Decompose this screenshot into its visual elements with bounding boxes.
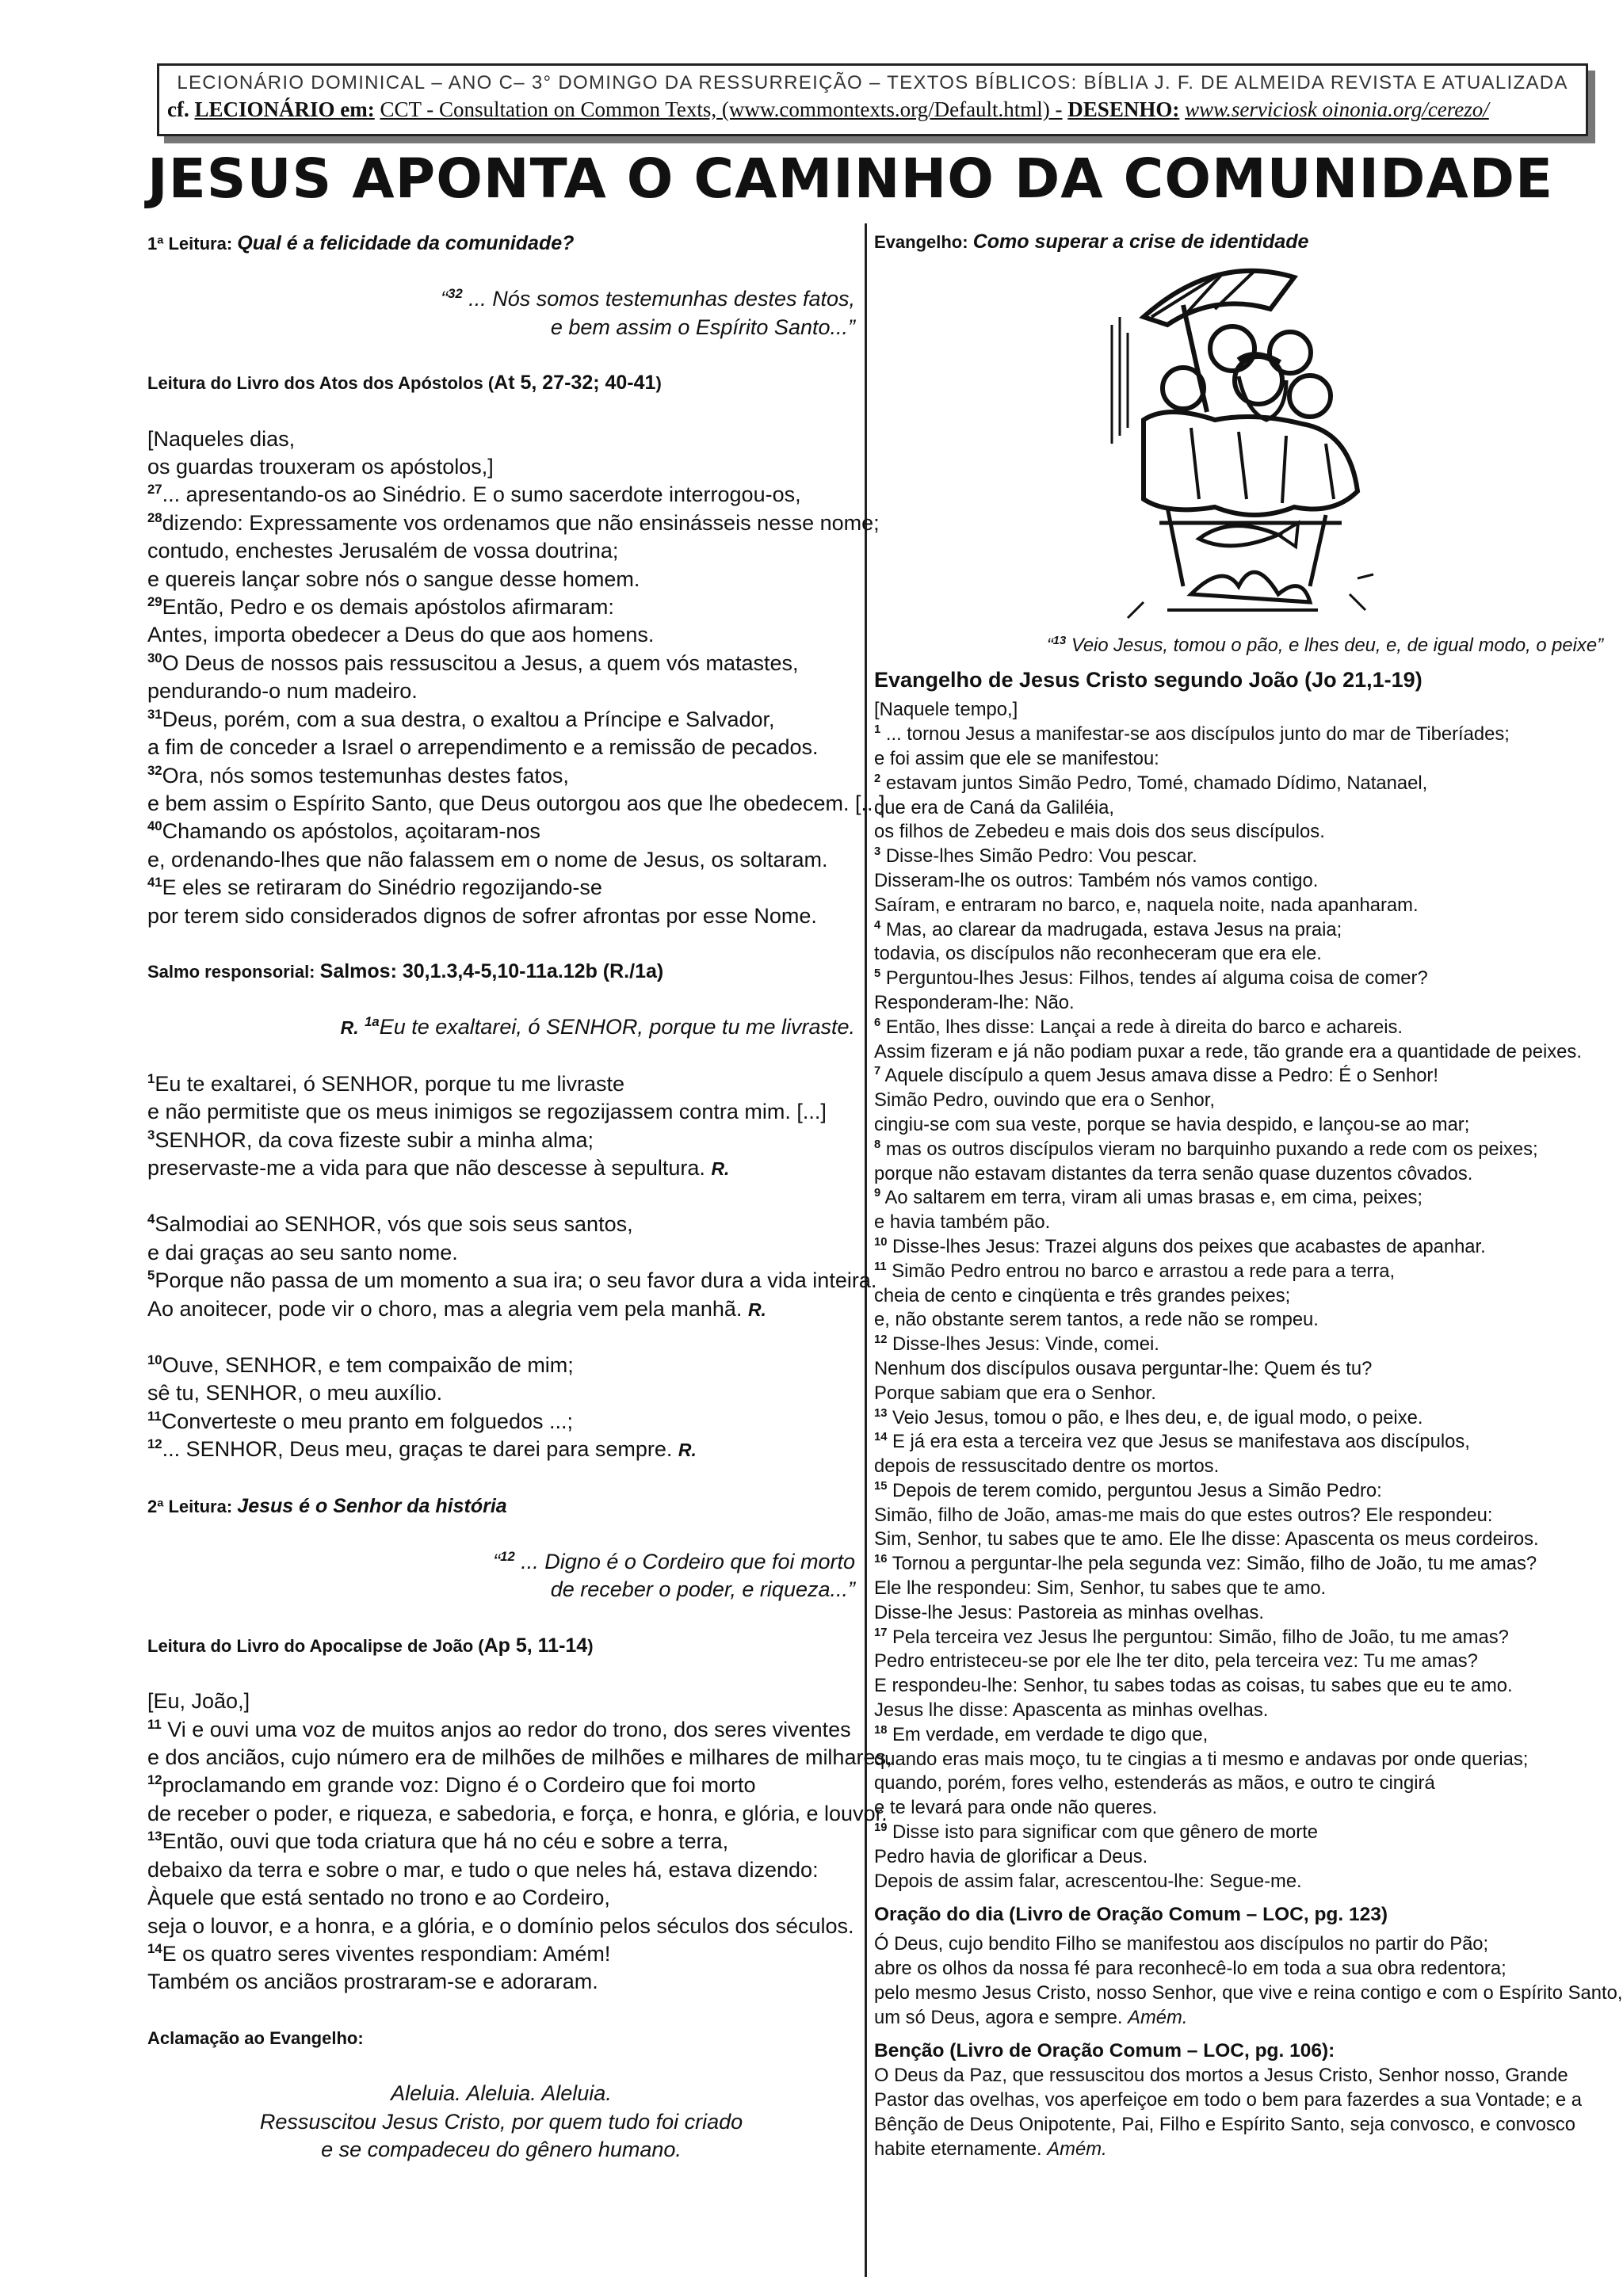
verse-number: 11	[874, 1260, 887, 1273]
verse-line	[874, 1552, 1603, 1577]
verse-text: debaixo da terra e sobre o mar, e tudo o que neles há, estava dizendo:	[147, 1857, 819, 1882]
verse-number: 40	[147, 818, 162, 834]
verse-text: [Eu, João,]	[147, 1689, 250, 1714]
verse-line	[874, 1748, 1603, 1772]
verse-text: Em verdade, em verdade te digo que,	[887, 1723, 1209, 1745]
verse-line	[147, 1688, 855, 1715]
verse-line	[147, 1267, 877, 1295]
verse-line	[874, 1162, 1603, 1187]
verse-text: Pela terceira vez Jesus lhe perguntou: Simão, filho de João, tu me amas?	[887, 1626, 1509, 1648]
verse-text: E respondeu-lhe: Senhor, tu sabes todas as coisas, tu sabes que eu te amo.	[874, 1675, 1513, 1697]
verse-line	[874, 1113, 1603, 1138]
verse-line	[874, 1235, 1603, 1260]
verse-text: Simão, filho de João, amas-me mais do que estes outros? Ele respondeu:	[874, 1504, 1493, 1526]
drawing-url-link[interactable]: www.serviciosk oinonia.org/cerezo/	[1185, 97, 1489, 121]
verse-number: 13	[874, 1406, 888, 1420]
verse-number: 19	[874, 1821, 888, 1835]
verse-text: Pedro havia de glorificar a Deus.	[874, 1845, 1148, 1867]
verse-text: Porque sabiam que era o Senhor.	[874, 1382, 1156, 1404]
verse-line	[147, 874, 855, 902]
verse-line	[874, 942, 1603, 967]
verse-text: Disse-lhes Simão Pedro: Vou pescar.	[880, 845, 1197, 868]
response-marker: R.	[678, 1440, 697, 1461]
verse-line	[147, 537, 855, 565]
verse-line	[147, 734, 855, 761]
verse-line	[147, 1716, 855, 1744]
verse-text: depois de ressuscitado dentre os mortos.	[874, 1455, 1220, 1478]
verse-number: 3	[147, 1127, 155, 1142]
verse-number: 5	[874, 967, 881, 981]
verse-line	[874, 1479, 1603, 1504]
verse-line	[874, 918, 1603, 943]
cct-link[interactable]: CCT - Consultation on Common Texts, (www.commontexts.org/Default.html) -	[380, 97, 1063, 121]
verse-line	[874, 820, 1603, 845]
verse-number: 11	[147, 1716, 162, 1732]
right-column	[874, 230, 1623, 2161]
verse-text: e não permitiste que os meus inimigos se regozijassem contra mim. [...]	[147, 1100, 827, 1124]
psalm-stanza	[147, 1352, 855, 1465]
verse-number: 12	[147, 1772, 162, 1788]
verse-number: 8	[874, 1138, 881, 1151]
verse-line	[874, 796, 1603, 821]
verse-line	[147, 902, 855, 930]
second-reading-quote: “$^{12}$ ... Digno é o Cordeiro que foi morto de receber o poder, e riqueza...”	[493, 1549, 855, 1602]
verse-text: Chamando os apóstolos, açoitaram-nos	[162, 819, 540, 844]
verse-line	[874, 1504, 1603, 1528]
verse-number: 27	[147, 482, 162, 498]
verse-text: dizendo: Expressamente vos ordenamos que não ensinásseis nesse nome;	[162, 510, 880, 535]
page-title: JESUS APONTA O CAMINHO DA COMUNIDADE	[147, 147, 1554, 211]
gospel-text	[874, 698, 1603, 1894]
verse-text: Vi e ouvi uma voz de muitos anjos ao redor do trono, dos seres viventes	[161, 1717, 851, 1741]
verse-line	[147, 566, 855, 593]
verse-text: Simão Pedro entrou no barco e arrastou a rede para a terra,	[886, 1260, 1396, 1282]
verse-text: Disse-lhe Jesus: Pastoreia as minhas ovelhas.	[874, 1601, 1265, 1623]
verse-number: 30	[147, 650, 162, 666]
verse-number: 18	[874, 1723, 888, 1737]
verse-text: Responderam-lhe: Não.	[874, 991, 1075, 1013]
verse-number: 31	[147, 706, 162, 722]
verse-text: quando eras mais moço, tu te cingias a ti mesmo e andavas por onde querias;	[874, 1748, 1529, 1770]
verse-line	[874, 1089, 1603, 1113]
verse-text: Eu te exaltarei, ó SENHOR, porque tu me livraste	[155, 1071, 625, 1096]
second-reading-reference: Leitura do Livro do Apocalipse de João (Ap 5, 11-14)	[147, 1634, 594, 1657]
verse-text: Também os anciãos prostraram-se e adoraram.	[147, 1970, 598, 1994]
psalm-heading: Salmo responsorial: Salmos: 30,1.3,4-5,10-11a.12b (R./1a)	[147, 959, 664, 982]
verse-text: ... SENHOR, Deus meu, graças te darei para sempre.	[162, 1437, 673, 1462]
verse-text: os filhos de Zebedeu e mais dois dos seus discípulos.	[874, 821, 1325, 843]
verse-text: e foi assim que ele se manifestou:	[874, 747, 1159, 769]
verse-text: todavia, os discípulos não reconheceram que era ele.	[874, 943, 1322, 965]
verse-line	[874, 1699, 1603, 1723]
verse-text: Converteste o meu pranto em folguedos ...;	[161, 1409, 573, 1433]
verse-line	[147, 1070, 855, 1098]
verse-line	[874, 1016, 1603, 1040]
verse-text: e dos anciãos, cujo número era de milhões de milhões e milhares de milhares,	[147, 1745, 892, 1770]
verse-text: Pedro entristeceu-se por ele lhe ter dito, pela terceira vez: Tu me amas?	[874, 1650, 1478, 1672]
verse-line	[147, 1295, 855, 1324]
verse-text: Disse-lhes Jesus: Trazei alguns dos peixes que acabastes de apanhar.	[887, 1235, 1486, 1257]
drawing-label: DESENHO:	[1067, 97, 1180, 121]
verse-line	[147, 1436, 855, 1464]
header-box	[157, 63, 1588, 136]
verse-line	[147, 790, 885, 818]
verse-text: Jesus lhe disse: Apascenta as minhas ovelhas.	[874, 1699, 1269, 1722]
verse-line	[874, 772, 1603, 796]
verse-text: Disse isto para significar com que gênero de morte	[887, 1821, 1319, 1844]
verse-line	[147, 1772, 855, 1799]
verse-line	[874, 1626, 1603, 1650]
verse-line	[874, 1357, 1603, 1382]
verse-line	[874, 1870, 1603, 1894]
verse-text: que era de Caná da Galiléia,	[874, 796, 1114, 818]
verse-number: 2	[874, 772, 881, 785]
verse-number: 7	[874, 1065, 881, 1078]
verse-number: 16	[874, 1553, 888, 1566]
gospel-quote: “$^{13}$ Veio Jesus, tomou o pão, e lhes deu, e, de igual modo, o peixe”	[1046, 634, 1603, 656]
verse-text: Disse-lhes Jesus: Vinde, comei.	[887, 1333, 1159, 1356]
verse-line	[147, 762, 855, 790]
verse-number: 13	[147, 1829, 162, 1844]
verse-number: 10	[874, 1236, 888, 1249]
verse-text: O Deus de nossos pais ressuscitou a Jesus, a quem vós matastes,	[162, 650, 799, 675]
verse-number: 14	[147, 1940, 162, 1956]
gospel-title: Como superar a crise de identidade	[972, 231, 1309, 253]
verse-number: 15	[874, 1479, 888, 1493]
verse-number: 41	[147, 875, 162, 891]
verse-text: pendurando-o num madeiro.	[147, 679, 418, 704]
verse-number: 1	[874, 723, 881, 737]
verse-line	[147, 818, 855, 845]
verse-text: Aquele discípulo a quem Jesus amava disse a Pedro: É o Senhor!	[880, 1065, 1438, 1087]
verse-text: Salmodiai ao SENHOR, vós que sois seus santos,	[155, 1212, 633, 1237]
verse-text: e, não obstante serem tantos, a rede não se rompeu.	[874, 1309, 1319, 1331]
verse-line	[147, 1856, 855, 1884]
verse-line	[874, 1333, 1603, 1357]
verse-text: quando, porém, fores velho, estenderás as mãos, e outro te cingirá	[874, 1772, 1435, 1794]
psalm-reference: Salmos: 30,1.3,4-5,10-11a.12b (R./1a)	[319, 959, 664, 982]
verse-line	[874, 894, 1603, 918]
first-reading-reference: Leitura do Livro dos Atos dos Apóstolos (At 5, 27-32; 40-41)	[147, 372, 662, 395]
verse-line	[874, 1650, 1603, 1674]
second-reading-heading: 2ª Leitura: Jesus é o Senhor da história	[147, 1494, 507, 1517]
psalm-stanza	[147, 1070, 855, 1184]
verse-line	[147, 1913, 855, 1940]
verse-line	[147, 593, 855, 621]
verse-text: sê tu, SENHOR, o meu auxílio.	[147, 1381, 443, 1405]
verse-line	[147, 621, 855, 649]
verse-text: E eles se retiraram do Sinédrio regozijando-se	[162, 875, 602, 900]
verse-number: 4	[874, 918, 881, 932]
prayer-heading: Oração do dia (Livro de Oração Comum – LOC, pg. 123)	[874, 1904, 1388, 1926]
verse-text: ... tornou Jesus a manifestar-se aos discípulos junto do mar de Tiberíades;	[880, 723, 1510, 746]
verse-text: por terem sido considerados dignos de sofrer afrontas por esse Nome.	[147, 903, 817, 928]
verse-text: e havia também pão.	[874, 1211, 1051, 1234]
verse-text: Veio Jesus, tomou o pão, e lhes deu, e, de igual modo, o peixe.	[887, 1406, 1423, 1428]
verse-line	[147, 650, 855, 677]
acclamation-text: Aleluia. Aleluia. Aleluia. Ressuscitou Jesus Cristo, por quem tudo foi criado e se compadeceu do gênero humano.	[259, 2081, 743, 2161]
verse-text: Àquele que está sentado no trono e ao Cordeiro,	[147, 1886, 610, 1910]
amen-text: Amém.	[1047, 2138, 1107, 2160]
verse-text: Então, ouvi que toda criatura que há no céu e sobre a terra,	[162, 1829, 729, 1854]
verse-text: [Naquele tempo,]	[874, 699, 1018, 721]
verse-text: preservaste-me a vida para que não descesse à sepultura.	[147, 1155, 705, 1180]
psalm-stanza	[147, 1211, 877, 1324]
verse-text: estavam juntos Simão Pedro, Tomé, chamado Dídimo, Natanael,	[880, 772, 1428, 794]
verse-text: Sim, Senhor, tu sabes que te amo. Ele lhe disse: Apascenta os meus cordeiros.	[874, 1528, 1539, 1550]
verse-line	[874, 723, 1603, 747]
verse-line	[874, 1796, 1603, 1821]
verse-text: contudo, enchestes Jerusalém de vossa doutrina;	[147, 539, 619, 563]
verse-text: cingiu-se com sua veste, porque se havia despido, e lançou-se ao mar;	[874, 1113, 1470, 1135]
second-reading-title: Jesus é o Senhor da história	[237, 1494, 507, 1517]
verse-text: Disseram-lhe os outros: Também nós vamos contigo.	[874, 869, 1319, 891]
verse-line	[874, 1772, 1603, 1796]
verse-line	[874, 1527, 1603, 1552]
verse-text: Ele lhe respondeu: Sim, Senhor, tu sabes que te amo.	[874, 1577, 1327, 1600]
verse-text: e, ordenando-lhes que não falassem em o nome de Jesus, os soltaram.	[147, 847, 828, 871]
verse-text: a fim de conceder a Israel o arrependimento e a remissão de pecados.	[147, 735, 819, 760]
verse-text: Ora, nós somos testemunhas destes fatos,	[162, 763, 569, 788]
verse-text: Ao saltarem em terra, viram ali umas brasas e, em cima, peixes;	[880, 1187, 1423, 1209]
verse-line	[874, 1821, 1603, 1845]
verse-line	[874, 1845, 1603, 1870]
first-reading-text	[147, 425, 885, 930]
verse-text: Perguntou-lhes Jesus: Filhos, tendes aí alguma coisa de comer?	[880, 967, 1428, 990]
verse-line	[147, 1154, 855, 1183]
verse-line	[874, 869, 1603, 894]
first-reading-title: Qual é a felicidade da comunidade?	[237, 232, 575, 254]
verse-text: e bem assim o Espírito Santo, que Deus outorgou aos que lhe obedecem. [...]	[147, 791, 885, 815]
response-marker: R.	[747, 1299, 766, 1320]
verse-line	[874, 1406, 1603, 1431]
verse-number: 9	[874, 1187, 881, 1200]
verse-number: 1	[147, 1070, 155, 1086]
verse-text: e dai graças ao seu santo nome.	[147, 1240, 458, 1264]
verse-line	[147, 677, 855, 705]
verse-text: os guardas trouxeram os apóstolos,]	[147, 455, 494, 479]
verse-number: 6	[874, 1016, 881, 1029]
blessing-text: O Deus da Paz, que ressuscitou dos mortos a Jesus Cristo, Senhor nosso, Grande Pastor das ovelhas, vos aperfeiçoe em todo o bem para fazerdes a sua Vontade; e a Bênção de Deus Onipotente, Pai, Filho e Espírito Santo, seja convosco, e convosco habite eternamente. Amém.	[874, 2065, 1582, 2160]
verse-text: Simão Pedro, ouvindo que era o Senhor,	[874, 1089, 1215, 1112]
verse-number: 12	[147, 1436, 162, 1452]
verse-line	[874, 1064, 1603, 1089]
verse-text: Deus, porém, com a sua destra, o exaltou a Príncipe e Salvador,	[162, 707, 775, 731]
verse-text: Antes, importa obedecer a Deus do que aos homens.	[147, 623, 655, 647]
verse-text: Saíram, e entraram no barco, e, naquela noite, nada apanharam.	[874, 894, 1419, 916]
verse-line	[874, 845, 1603, 869]
verse-text: porque não estavam distantes da terra senão quase duzentos côvados.	[874, 1162, 1473, 1184]
verse-number: 3	[874, 845, 881, 859]
verse-line	[147, 1098, 855, 1126]
verse-line	[147, 425, 855, 453]
lectionary-link-label: LECIONÁRIO em:	[194, 97, 375, 121]
acclamation-heading: Aclamação ao Evangelho:	[147, 2027, 364, 2048]
verse-line	[874, 1138, 1603, 1162]
verse-text: e quereis lançar sobre nós o sangue desse homem.	[147, 566, 640, 591]
verse-text: Depois de assim falar, acrescentou-lhe: Segue-me.	[874, 1870, 1302, 1892]
verse-line	[874, 1430, 1603, 1455]
verse-line	[874, 1577, 1603, 1601]
verse-text: de receber o poder, e riqueza, e sabedoria, e força, e honra, e glória, e louvor.	[147, 1801, 888, 1825]
verse-line	[874, 1040, 1603, 1065]
first-reading-heading: 1ª Leitura: Qual é a felicidade da comunidade?	[147, 232, 575, 254]
verse-line	[874, 991, 1603, 1016]
verse-number: 17	[874, 1626, 888, 1639]
verse-text: Nenhum dos discípulos ousava perguntar-lhe: Quem és tu?	[874, 1357, 1373, 1379]
verse-line	[147, 1884, 855, 1912]
gospel-heading: Evangelho: Como superar a crise de identidade	[874, 231, 1309, 253]
verse-line	[147, 706, 855, 734]
verse-number: 14	[874, 1431, 888, 1444]
verse-text: Tornou a perguntar-lhe pela segunda vez: Simão, filho de João, tu me amas?	[887, 1553, 1537, 1575]
verse-line	[874, 698, 1603, 723]
verse-line	[147, 453, 855, 481]
verse-line	[147, 1408, 855, 1436]
verse-number: 29	[147, 594, 162, 610]
verse-number: 11	[147, 1408, 162, 1424]
verse-number: 12	[874, 1333, 888, 1347]
verse-number: 10	[147, 1352, 162, 1367]
first-reading-quote: “$^{32}$ ... Nós somos testemunhas destes fatos, e bem assim o Espírito Santo...”	[441, 286, 855, 339]
verse-line	[147, 1239, 855, 1267]
verse-line	[147, 1379, 855, 1407]
verse-text: Ao anoitecer, pode vir o choro, mas a alegria vem pela manhã.	[147, 1296, 743, 1321]
verse-text: E já era esta a terceira vez que Jesus se manifestava aos discípulos,	[887, 1431, 1470, 1453]
verse-number: 5	[147, 1268, 155, 1283]
response-marker: R.	[711, 1158, 730, 1179]
verse-text: Depois de terem comido, perguntou Jesus a Simão Pedro:	[887, 1479, 1382, 1501]
blessing-heading: Benção (Livro de Oração Comum – LOC, pg. 106):	[874, 2040, 1335, 2062]
verse-line	[874, 747, 1603, 772]
jesus-with-disciples-illustration	[1096, 261, 1381, 626]
verse-text: SENHOR, da cova fizeste subir a minha alma;	[155, 1127, 594, 1152]
verse-text: E os quatro seres viventes respondiam: Amém!	[162, 1941, 611, 1966]
verse-text: ... apresentando-os ao Sinédrio. E o sumo sacerdote interrogou-os,	[162, 482, 801, 507]
verse-line	[874, 1382, 1603, 1406]
verse-text: proclamando em grande voz: Digno é o Cordeiro que foi morto	[162, 1773, 756, 1798]
verse-line	[874, 1723, 1603, 1748]
verse-text: Ouve, SENHOR, e tem compaixão de mim;	[162, 1353, 574, 1377]
verse-text: mas os outros discípulos vieram no barquinho puxando a rede com os peixes;	[880, 1138, 1538, 1160]
verse-line	[874, 1455, 1603, 1479]
verse-text: Assim fizeram e já não podiam puxar a rede, tão grande era a quantidade de peixes.	[874, 1040, 1582, 1062]
verse-text: cheia de cento e cinqüenta e três grandes peixes;	[874, 1284, 1291, 1306]
verse-line	[874, 1308, 1603, 1333]
verse-number: 28	[147, 509, 162, 525]
verse-line	[147, 509, 880, 537]
verse-number: 4	[147, 1211, 155, 1227]
verse-line	[874, 1260, 1603, 1284]
verse-number: 32	[147, 762, 162, 778]
verse-line	[147, 481, 855, 509]
verse-text: [Naqueles dias,	[147, 426, 296, 451]
verse-line	[874, 967, 1603, 991]
verse-text: Porque não passa de um momento a sua ira; o seu favor dura a vida inteira.	[155, 1268, 877, 1293]
verse-line	[147, 1744, 892, 1772]
verse-line	[147, 1127, 855, 1154]
source-line	[159, 97, 1586, 122]
lectionary-line: LECIONÁRIO DOMINICAL – ANO C– 3° DOMINGO DA RESSURREIÇÃO – TEXTOS BÍBLICOS: BÍBLIA J. F. DE ALMEIDA REVISTA E ATUALIZADA	[177, 72, 1568, 93]
verse-line	[874, 1284, 1603, 1309]
verse-text: Mas, ao clarear da madrugada, estava Jesus na praia;	[880, 918, 1342, 940]
gospel-reference-heading: Evangelho de Jesus Cristo segundo João (Jo 21,1-19)	[874, 667, 1423, 692]
psalm-response: R. $^{1a}$Eu te exaltarei, ó SENHOR, porque tu me livraste.	[340, 1014, 855, 1039]
verse-line	[147, 1352, 855, 1379]
verse-line	[147, 846, 855, 874]
verse-text: seja o louvor, e a honra, e a glória, e o domínio pelos séculos dos séculos.	[147, 1913, 854, 1938]
verse-line	[874, 1601, 1603, 1626]
verse-text: e te levará para onde não queres.	[874, 1797, 1158, 1819]
prayer-text: Ó Deus, cujo bendito Filho se manifestou aos discípulos no partir do Pão; abre os olhos da nossa fé para reconhecê-lo em toda a sua obra redentora; pelo mesmo Jesus Cristo, nosso Senhor, que vive e reina contigo e com o Espírito Santo, um só Deus, agora e sempre. Amém.	[874, 1933, 1623, 2028]
verse-line	[874, 1186, 1603, 1211]
verse-line	[147, 1940, 855, 1968]
cf-label: cf.	[167, 97, 189, 121]
amen-text: Amém.	[1128, 2006, 1188, 2028]
verse-line	[147, 1968, 855, 1996]
verse-text: Então, lhes disse: Lançai a rede à direita do barco e achareis.	[880, 1016, 1403, 1038]
verse-line	[874, 1674, 1603, 1699]
verse-line	[874, 1211, 1603, 1235]
verse-text: Então, Pedro e os demais apóstolos afirmaram:	[162, 595, 614, 620]
verse-line	[147, 1828, 855, 1855]
verse-line	[147, 1211, 855, 1238]
